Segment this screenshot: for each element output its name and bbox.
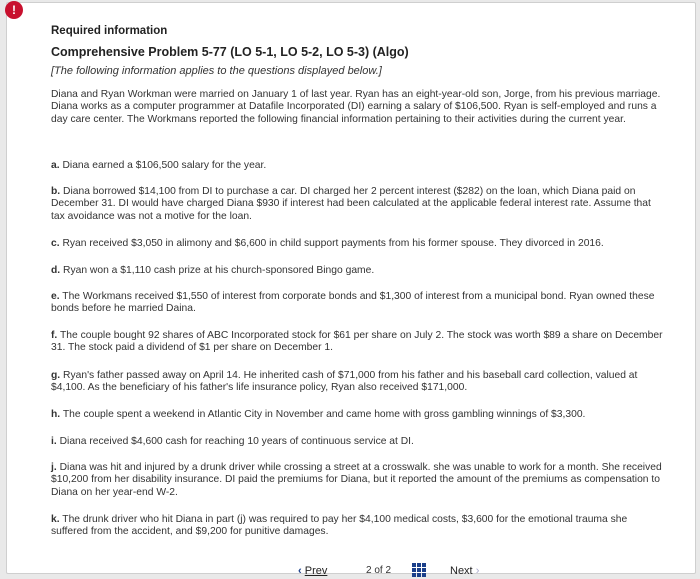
item-label: c. (51, 238, 60, 249)
list-item (51, 265, 663, 277)
page-of: of (374, 565, 383, 576)
item-text: Ryan received $3,050 in alimony and $6,600 in child support payments from his former spouse. They divorced in 2016. (62, 238, 604, 249)
list-item (51, 462, 663, 499)
chevron-right-icon: › (475, 565, 480, 577)
list-item (51, 330, 663, 355)
list-item (51, 291, 663, 316)
list-item (51, 409, 663, 421)
prev-button[interactable] (298, 565, 327, 577)
problem-title: Comprehensive Problem 5-77 (LO 5-1, LO 5-2, LO 5-3) (Algo) (51, 45, 409, 59)
item-label: f. (51, 330, 58, 341)
next-button[interactable] (450, 565, 479, 577)
item-label: b. (51, 186, 61, 197)
intro-paragraph: Diana and Ryan Workman were married on January 1 of last year. Ryan has an eight-year-old son, Jorge, from his previous marriage. Diana works as a computer programmer at Datafile Incorporated (DI) earning a salary of $106,500. Ryan is self-employed and runs a day care center. The Workmans reported the following financial information pertaining to their activities during the current year. (51, 89, 661, 125)
pagination-bar (0, 563, 700, 579)
item-label: k. (51, 514, 60, 525)
next-label: Next (450, 565, 473, 577)
item-text: Diana was hit and injured by a drunk driver while crossing a street at a crosswalk. she was unable to work for a month. She received $10,200 from her disability insurance. DI paid the premiums for Diana, but it reported the amount of the premiums as compensation to Diana on her year-end W-2. (51, 462, 662, 498)
list-item (51, 436, 663, 448)
prev-label: Prev (304, 565, 328, 577)
item-text: The couple bought 92 shares of ABC Incorporated stock for $61 per share on July 2. The stock was worth $89 a share on December 31. The stock paid a dividend of $1 per share on December 1. (51, 330, 663, 354)
item-label: j. (51, 462, 57, 473)
page-indicator (366, 565, 391, 576)
item-text: The couple spent a weekend in Atlantic City in November and came home with gross gambling winnings of $3,300. (62, 409, 586, 420)
list-item (51, 370, 663, 395)
required-title: Required information (51, 25, 168, 37)
item-label: d. (51, 265, 61, 276)
item-text: The Workmans received $1,550 of interest from corporate bonds and $1,300 of interest from a municipal bond. Ryan owned these bonds before he married Daina. (51, 291, 655, 315)
chevron-left-icon: ‹ (298, 565, 302, 577)
item-label: a. (51, 160, 60, 171)
info-note: [The following information applies to the questions displayed below.] (51, 65, 382, 77)
item-text: Diana received $4,600 cash for reaching 10 years of continuous service at DI. (59, 436, 414, 447)
item-text: Ryan won a $1,110 cash prize at his church-sponsored Bingo game. (63, 265, 375, 276)
item-text: Diana borrowed $14,100 from DI to purchase a car. DI charged her 2 percent interest ($282) on the loan, which Diana paid on December 31. DI would have charged Diana $930 if interest had been calculated at the applicable federal interest rate. Assume that tax avoidance was not a motive for the loan. (51, 186, 651, 222)
content (51, 25, 671, 126)
list-item (51, 514, 663, 539)
grid-icon[interactable] (412, 563, 426, 577)
item-label: e. (51, 291, 60, 302)
list-item (51, 186, 663, 223)
item-label: h. (51, 409, 61, 420)
list-item (51, 160, 663, 172)
item-text: The drunk driver who hit Diana in part (j) was required to pay her $4,100 medical costs, $3,600 for the emotional trauma she suffered from the accident, and $9,200 for punitive damages. (51, 514, 628, 538)
info-panel (6, 2, 696, 574)
page-total: 2 (385, 565, 392, 576)
item-label: i. (51, 436, 57, 447)
item-text: Ryan's father passed away on April 14. He inherited cash of $71,000 from his father and his baseball card collection, valued at $4,100. As the beneficiary of his father's life insurance policy, Ryan also received $171,000. (51, 370, 638, 394)
item-text: Diana earned a $106,500 salary for the year. (62, 160, 267, 171)
page-current: 2 (366, 565, 372, 576)
alert-icon: ! (5, 1, 23, 19)
item-label: g. (51, 370, 61, 381)
list-item (51, 238, 663, 250)
